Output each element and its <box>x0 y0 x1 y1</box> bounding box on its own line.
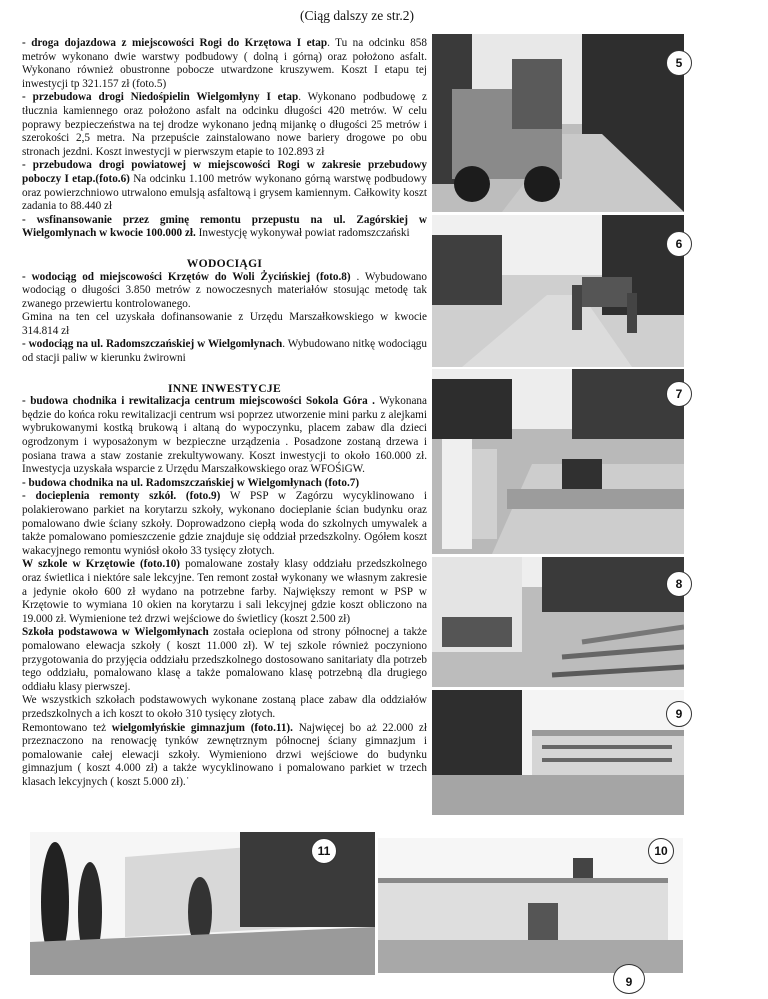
page-number: 9 <box>613 964 645 994</box>
article-column <box>22 37 427 789</box>
other-item: - docieplenia remonty szkół. (foto.9) W PSP w Zagórzu wycyklinowano i polakierowano parkiet na korytarzu szkoły, wykonano docieplanie ścian budynku oraz pomalowano dwie ściany szkoły. Doprowadzono ciepłą woda do szkolnych umywalek a także pomalowano pomieszczenie gdzie znajduje się oddział przedszkolny. Ogółem koszt wakacyjnego remontu wyniósł około 33 tysięcy złotych. <box>22 490 427 557</box>
road-item: - przebudowa drogi powiatowej w miejscowości Rogi w zakresie przebudowy poboczy I etap.(foto.6) Na odcinku 1.100 metrów wykonano górną warstwę podbudowy oraz powierzchniowo utrwalono emulsją asfaltową i grysem kamiennym. Całkowity koszt zadania to 88.440 zł <box>22 159 428 213</box>
road-item: - droga dojazdowa z miejscowości Rogi do Krzętowa I etap. Tu na odcinku 858 metrów wykonano dwie warstwy podbudowy ( dolną i górną) oraz położono asfalt. Wykonano również obustronne pobocze utwardzone kruszywem. Koszt I etapu tej inwestycji tp 321.157 zł (foto.5) <box>22 37 427 90</box>
photo-10 <box>378 838 683 973</box>
photo-6-badge: 6 <box>666 231 692 257</box>
photo-11-badge: 11 <box>311 838 337 864</box>
section-heading-water: WODOCIĄGI <box>186 256 263 270</box>
other-item: Szkoła podstawowa w Wielgomłynach została ocieplona od strony północnej a także pomalowano elewacja szkoły ( koszt 11.000 zł). W tej szkole również poczyniono przygotowania do przyjęcia oddziału przedszkolnego dostosowano sanitariaty dla potrzeb tego oddziału, pomalowano klasę a także pomalowano klasę potrzebną dla drugiego oddiału klasy pierwszej. <box>22 626 427 693</box>
photo-9-badge: 9 <box>666 701 692 727</box>
photo-8 <box>432 557 684 687</box>
road-item: - wsfinansowanie przez gminę remontu przepustu na ul. Zagórskiej w Wielgomłynach w kwocie 100.000 zł. Inwestycję wykonywał powiat radomszczański <box>22 213 427 240</box>
continuation-note: (Ciąg dalszy ze str.2) <box>300 8 414 23</box>
photo-5 <box>432 34 684 212</box>
water-item: Gmina na ten cel uzyskała dofinansowanie z Urzędu Marszałkowskiego w kwocie 314.814 zł <box>22 311 427 337</box>
water-item: - wodociąg od miejscowości Krzętów do Woli Życińskiej (foto.8) . Wybudowano wodociąg o długości 3.850 metrów z nowoczesnych materiałów stosując metodę tak zwanego przewiertu kontrolowanego. <box>22 270 427 310</box>
photo-10-badge: 10 <box>648 838 674 864</box>
other-item: W szkole w Krzętowie (foto.10) pomalowane zostały klasy oddziału przedszkolnego oraz świetlica i niektóre sale lekcyjne. Ten remont został wykonany we własnym zakresie a jedynie około 600 zł wydano na potrzebne farby. Największy remont w PSP w Krzętowie to wymiana 10 okien na korytarzu i sali lekcyjnej gdzie koszt obliczono na 19.000 zł. Wymienione też drzwi wejściowe do świetlicy (koszt 2.500 zł) <box>22 558 427 625</box>
photo-5-badge: 5 <box>666 50 692 76</box>
photo-7-badge: 7 <box>666 381 692 407</box>
photo-8-badge: 8 <box>666 571 692 597</box>
photo-6 <box>432 215 684 367</box>
photo-9 <box>432 690 684 815</box>
section-heading-other: INNE INWESTYCJE <box>167 381 282 395</box>
other-item: We wszystkich szkołach podstawowych wykonane zostaną place zabaw dla oddziałów przedszkolnych a ich koszt to około 310 tysięcy złotych. <box>22 694 427 720</box>
other-item: - budowa chodnika na ul. Radomszczańskiej w Wielgomłynach (foto.7) <box>22 476 360 489</box>
water-item: - wodociąg na ul. Radomszczańskiej w Wielgomłynach. Wybudowano nitkę wodociągu od stacji paliw w kierunku żwirowni <box>22 338 427 365</box>
photo-7 <box>432 369 684 554</box>
road-item: - przebudowa drogi Niedośpielin Wielgomłyny I etap. Wykonano podbudowę z tłucznia kamiennego oraz położono asfalt na odcinku długości 420 metrów. W celu poprawy bezpieczeństwa na tej drodze wykonano jedną mijankę o długości 25 metrów i szerokości 2,5 metra. Na przepuście zainstalowano nowe bariery drogowe po obu stronach jezdni. Koszt inwestycji w pierwszym etapie to 102.893 zł <box>22 91 427 158</box>
other-item: Remontowano też wielgomłyńskie gimnazjum (foto.11). Najwięcej bo aż 22.000 zł przeznaczono na renowację tynków zewnętrznym północnej ściany gimnazjum i pomalowanie całej elewacji szkoły. Wymieniono drzwi wejściowe do budynku gimnazjum ( koszt 4.000 zł) a także wycyklinowano i pomalowano parkiet w trzech klasach lekcyjnych ( koszt 5.000 zł).˙ <box>22 721 428 788</box>
other-item: - budowa chodnika i rewitalizacja centrum miejscowości Sokola Góra . Wykonana będzie do końca roku rewitalizacji centrum wsi poprzez utworzenie mini parku z alejkami wybrukowanymi kostką brukową i altaną do wypoczynku, placem zabaw dla dzieci ogrodzonym i wyposażonym w bezpieczne urządzenia . Posadzone zostaną drzewa i posiana trawa a staw zostanie zrekultywowany. Koszt inwestycji to około 160.000 zł. Inwestycja uzyskała wsparcie z Urzędu Marszałkowskiego oraz WFOŚiGW. <box>22 395 427 476</box>
